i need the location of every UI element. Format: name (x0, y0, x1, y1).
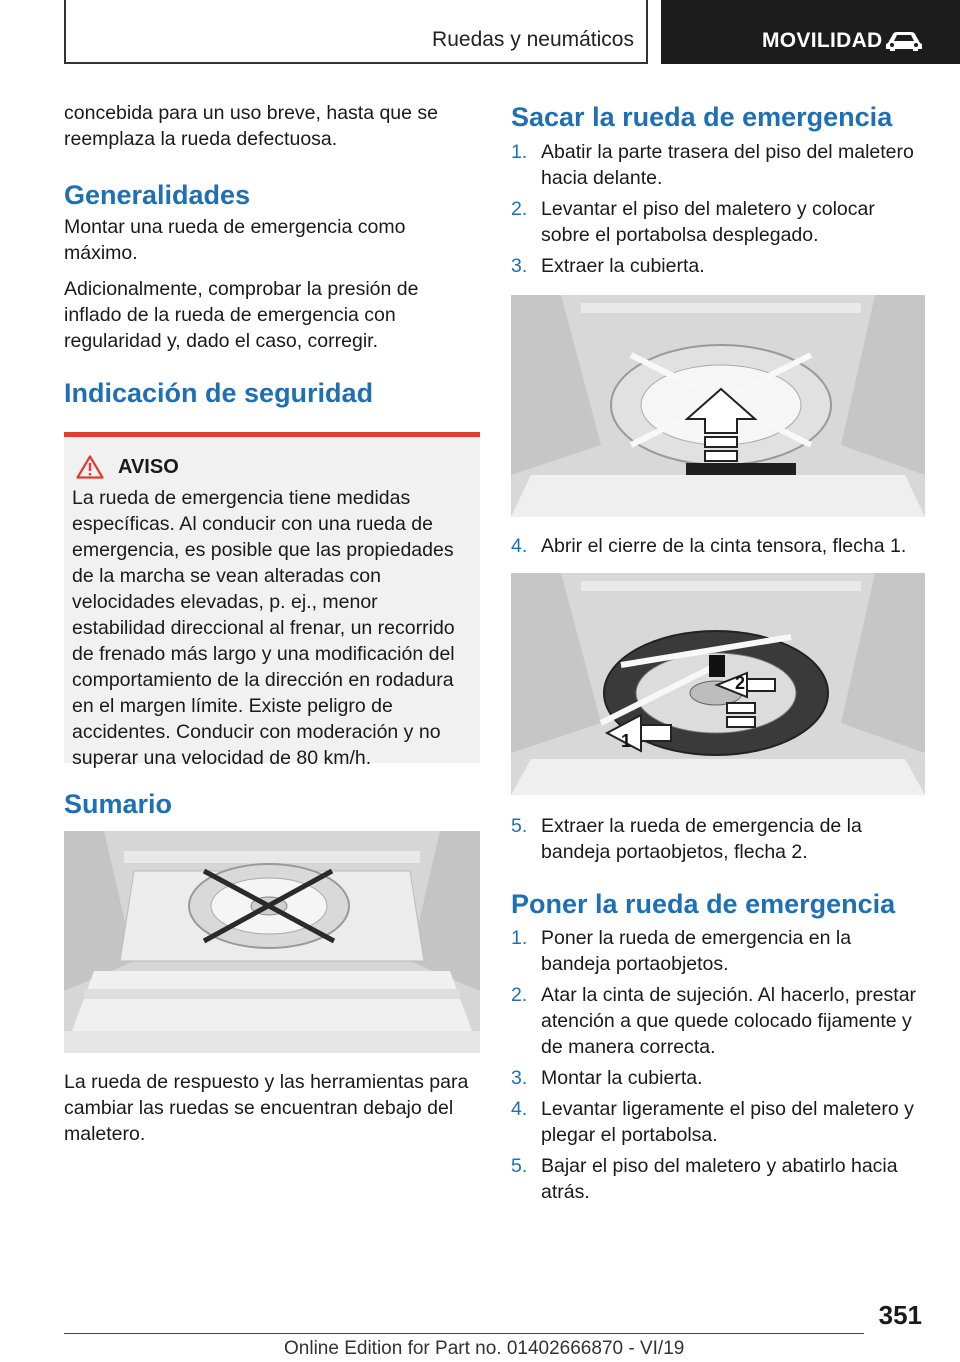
remove-steps-list (511, 139, 925, 279)
step-number: 5. (511, 1155, 528, 1177)
step-number: 2. (511, 984, 528, 1006)
step-text: Atar la cinta de sujeción. Al hacerlo, prestar atención a que quede colocado fijamente y de manera correcta. (541, 984, 917, 1058)
header-section-title: MOVILIDAD (762, 29, 883, 52)
step-text: Bajar el piso del maletero y abatirlo hacia atrás. (541, 1155, 898, 1203)
list-item (511, 813, 925, 865)
list-item (511, 253, 925, 279)
figure-label-1: 1 (621, 731, 632, 751)
remove-step-5-list (511, 813, 925, 865)
remove-heading: Sacar la rueda de emergencia (511, 102, 893, 132)
remove-cover-figure (511, 295, 925, 517)
step-number: 3. (511, 1067, 528, 1089)
right-column (511, 100, 925, 1205)
open-strap-figure (511, 573, 925, 795)
footer-divider (64, 1333, 864, 1334)
general-paragraph-2: Adicionalmente, comprobar la presión de inflado de la rueda de emergencia con regularidad y, dado el caso, corregir. (64, 278, 419, 352)
general-heading: Generalidades (64, 180, 251, 210)
list-item (511, 1065, 925, 1091)
page-number: 351 (878, 1300, 922, 1330)
step-text: Abatir la parte trasera del piso del maletero hacia delante. (541, 141, 914, 189)
list-item (511, 139, 925, 191)
step-number: 4. (511, 1098, 528, 1120)
step-number: 1. (511, 927, 528, 949)
summary-paragraph: La rueda de respuesto y las herramientas para cambiar las ruedas se encuentran debajo del maletero. (64, 1071, 469, 1145)
step-text: Montar la cubierta. (541, 1067, 703, 1089)
footer-edition: Online Edition for Part no. 01402666870 - VI/19 (284, 1338, 685, 1359)
warning-label: AVISO (118, 455, 179, 478)
remove-step-4-list (511, 533, 925, 559)
safety-heading: Indicación de seguridad (64, 378, 374, 408)
install-heading: Poner la rueda de emergencia (511, 889, 896, 919)
car-icon (884, 30, 924, 52)
step-number: 4. (511, 535, 528, 557)
list-item (511, 1153, 925, 1205)
warning-box (64, 432, 480, 769)
step-text: Abrir el cierre de la cinta tensora, flecha 1. (541, 535, 907, 557)
warning-text: La rueda de emergencia tiene medidas específicas. Al conducir con una rueda de emergencia, es posible que las propiedades de la marcha se vean alteradas con velocidades elevadas, p. ej., menor estabilidad direccional al frenar, un recorrido de frenado más largo y una modificación del comportamiento de la dirección en rodadura en el margen límite. Existe peligro de accidentes. Conducir con moderación y no superar una velocidad de 80 km/h. (72, 487, 455, 769)
intro-paragraph: concebida para un uso breve, hasta que se reemplaza la rueda defectuosa. (64, 102, 439, 150)
step-text: Extraer la rueda de emergencia de la bandeja portaobjetos, flecha 2. (541, 815, 862, 863)
list-item (511, 925, 925, 977)
list-item (511, 533, 925, 559)
step-text: Levantar el piso del maletero y colocar sobre el portabolsa desplegado. (541, 198, 875, 246)
header-chapter-title: Ruedas y neumáticos (432, 28, 634, 51)
step-text: Levantar ligeramente el piso del maletero y plegar el portabolsa. (541, 1098, 914, 1146)
list-item (511, 982, 925, 1060)
step-number: 3. (511, 255, 528, 277)
warning-header (76, 455, 474, 479)
step-text: Extraer la cubierta. (541, 255, 705, 277)
step-text: Poner la rueda de emergencia en la bandeja portaobjetos. (541, 927, 852, 975)
warning-triangle-icon (76, 455, 104, 479)
list-item (511, 1096, 925, 1148)
summary-heading: Sumario (64, 789, 173, 819)
header-chapter-box (64, 0, 648, 64)
summary-figure (64, 831, 480, 1053)
list-item (511, 196, 925, 248)
left-column (64, 100, 480, 1147)
figure-label-2: 2 (735, 673, 746, 693)
step-number: 2. (511, 198, 528, 220)
header-section-box (661, 0, 960, 64)
step-number: 1. (511, 141, 528, 163)
install-steps-list (511, 925, 925, 1205)
general-paragraph-1: Montar una rueda de emergencia como máximo. (64, 216, 406, 264)
step-number: 5. (511, 815, 528, 837)
